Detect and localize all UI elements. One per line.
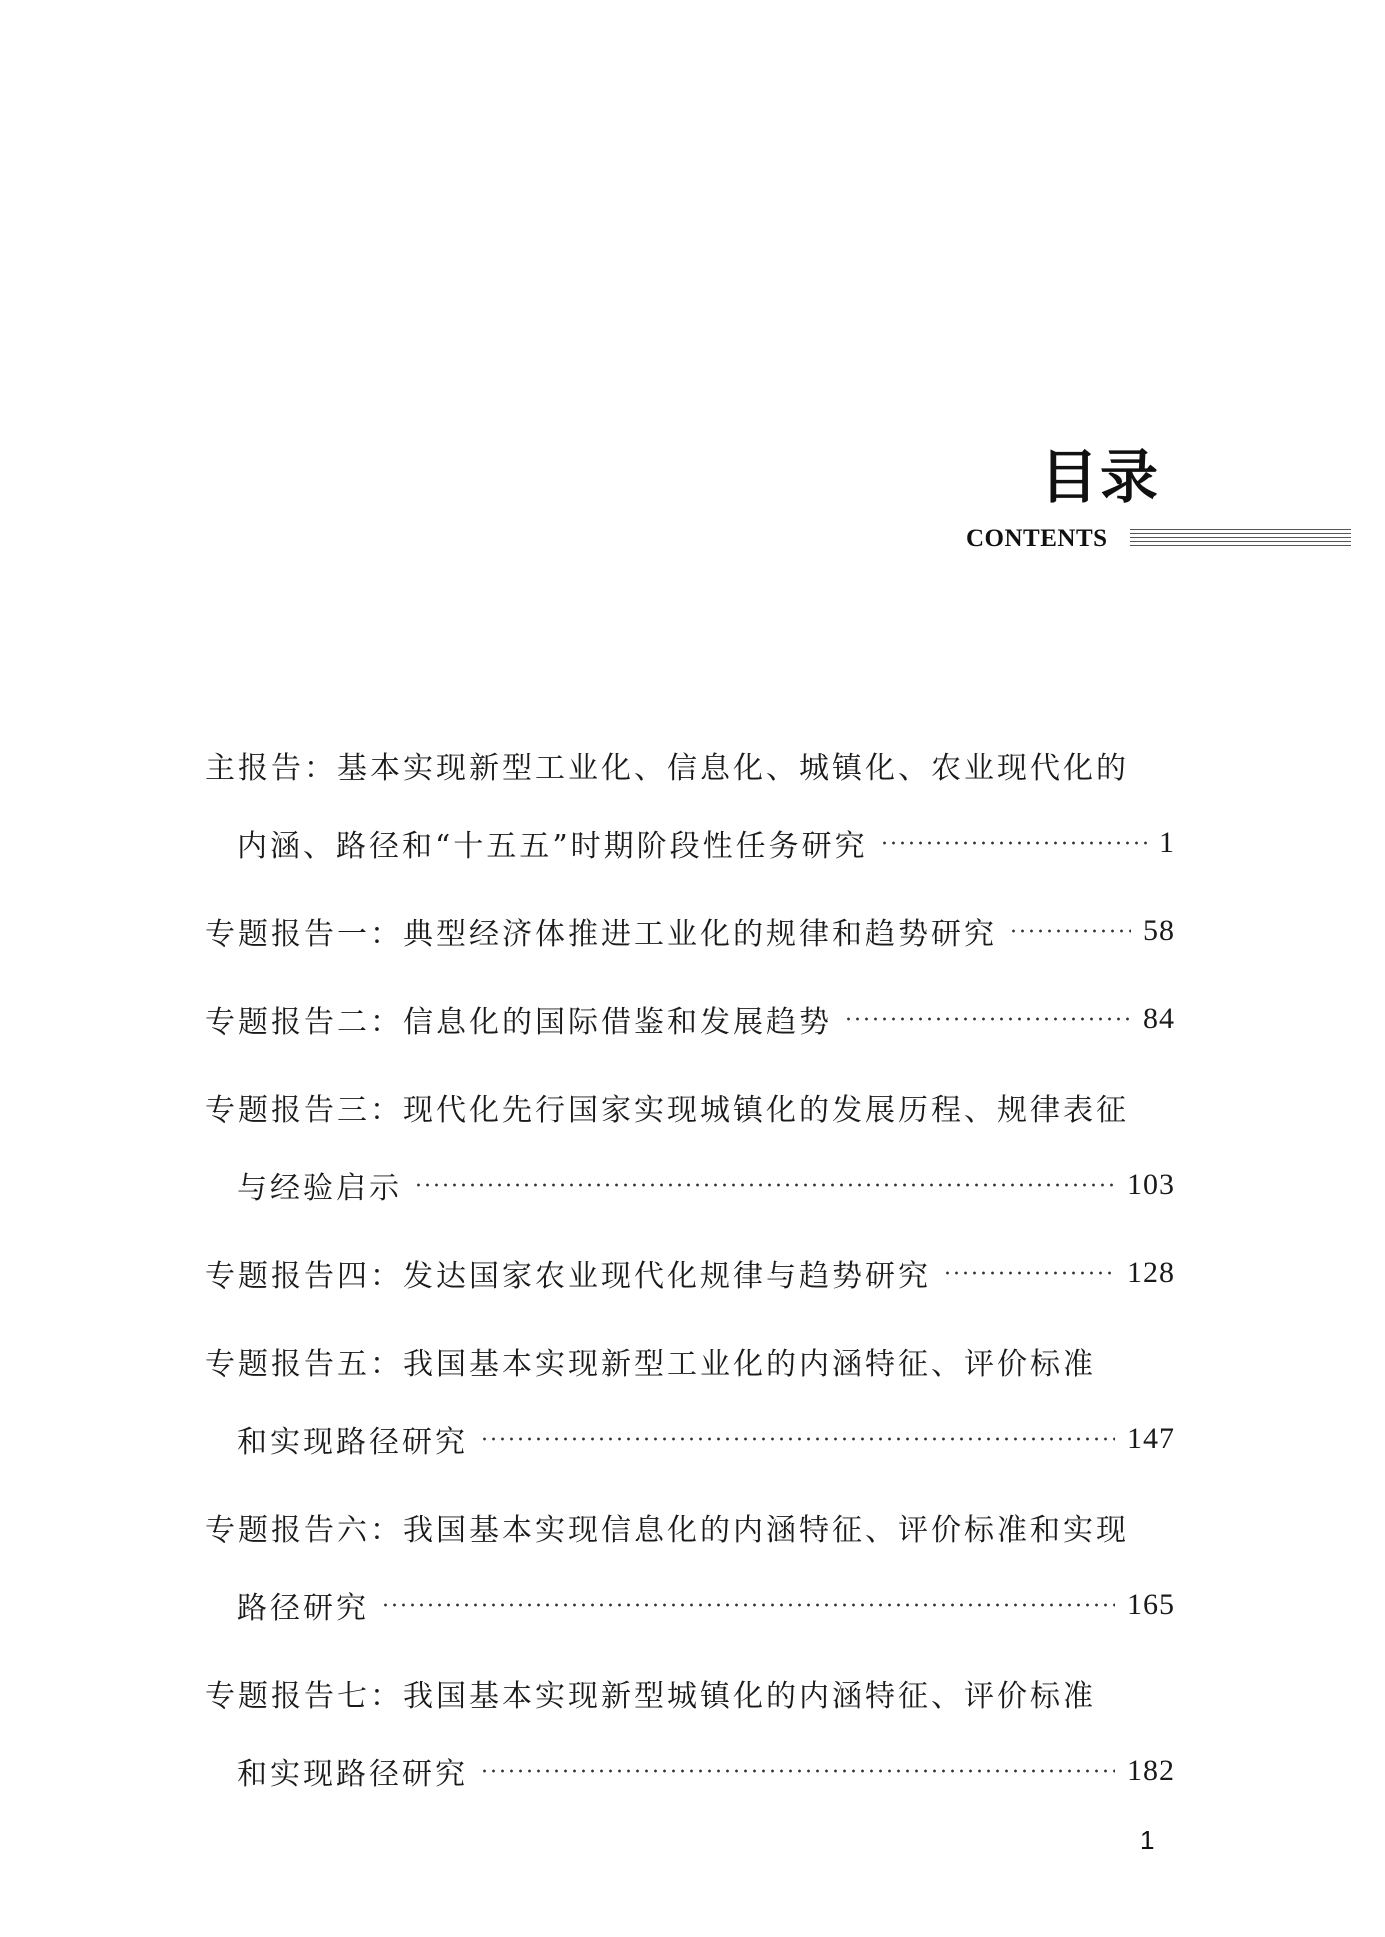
dot-leader xyxy=(480,1437,1115,1441)
toc-entry-line xyxy=(205,1400,1175,1478)
toc-entry-line xyxy=(205,1488,1175,1566)
dot-leader xyxy=(1009,929,1131,933)
toc-page-number: 182 xyxy=(1127,1754,1175,1787)
dot-leader xyxy=(943,1271,1115,1275)
dot-leader xyxy=(381,1603,1115,1607)
dot-leader xyxy=(480,1769,1115,1773)
toc-entry-line xyxy=(205,1068,1175,1146)
toc-entry-title: 专题报告二：信息化的国际借鉴和发展趋势 xyxy=(205,1005,832,1040)
toc-page-number: 103 xyxy=(1127,1168,1175,1201)
toc-entry-title-continued: 和实现路径研究 xyxy=(237,1425,468,1460)
toc-entry-title: 专题报告四：发达国家农业现代化规律与趋势研究 xyxy=(205,1259,931,1294)
decorative-rule-lines xyxy=(1130,529,1351,549)
toc-entry-line xyxy=(205,1654,1175,1732)
toc-entry-report-4[interactable] xyxy=(205,1234,1175,1312)
subtitle-row xyxy=(966,526,1385,552)
toc-entry-line xyxy=(205,804,1175,882)
dot-leader xyxy=(880,841,1147,845)
toc-entry-line xyxy=(205,726,1175,804)
toc-entry-line xyxy=(205,1732,1175,1810)
page-subtitle: CONTENTS xyxy=(966,525,1108,552)
page-number: 1 xyxy=(1140,1825,1155,1855)
toc-entry-title-continued: 与经验启示 xyxy=(237,1171,402,1206)
toc-entry-title: 专题报告三：现代化先行国家实现城镇化的发展历程、规律表征 xyxy=(205,1093,1129,1128)
toc-entry-title: 专题报告一：典型经济体推进工业化的规律和趋势研究 xyxy=(205,917,997,952)
toc-entry-line xyxy=(205,892,1175,970)
toc-page-number: 58 xyxy=(1143,914,1175,947)
toc-entry-title-continued: 和实现路径研究 xyxy=(237,1757,468,1792)
toc-entry-report-5[interactable] xyxy=(205,1322,1175,1478)
toc-page-number: 1 xyxy=(1159,826,1175,859)
toc-entry-report-1[interactable] xyxy=(205,892,1175,970)
toc-page-number: 84 xyxy=(1143,1002,1175,1035)
toc-entry-report-7[interactable] xyxy=(205,1654,1175,1810)
toc-entry-title: 主报告：基本实现新型工业化、信息化、城镇化、农业现代化的 xyxy=(205,751,1129,786)
toc-entry-line xyxy=(205,1234,1175,1312)
toc-entry-title-continued: 内涵、路径和“十五五”时期阶段性任务研究 xyxy=(237,829,868,864)
toc-entry-line xyxy=(205,1566,1175,1644)
toc-entry-title: 专题报告七：我国基本实现新型城镇化的内涵特征、评价标准 xyxy=(205,1679,1096,1714)
toc-entry-line xyxy=(205,1322,1175,1400)
toc-entry-report-2[interactable] xyxy=(205,980,1175,1058)
toc-entry-report-3[interactable] xyxy=(205,1068,1175,1224)
dot-leader xyxy=(414,1183,1115,1187)
table-of-contents xyxy=(205,726,1175,1810)
toc-entry-title: 专题报告五：我国基本实现新型工业化的内涵特征、评价标准 xyxy=(205,1347,1096,1382)
toc-entry-title: 专题报告六：我国基本实现信息化的内涵特征、评价标准和实现 xyxy=(205,1513,1129,1548)
toc-entry-report-6[interactable] xyxy=(205,1488,1175,1644)
toc-page-number: 165 xyxy=(1127,1588,1175,1621)
toc-entry-line xyxy=(205,980,1175,1058)
dot-leader xyxy=(844,1017,1131,1021)
toc-entry-main-report[interactable] xyxy=(205,726,1175,882)
toc-page-number: 128 xyxy=(1127,1256,1175,1289)
toc-page-number: 147 xyxy=(1127,1422,1175,1455)
toc-entry-line xyxy=(205,1146,1175,1224)
toc-entry-title-continued: 路径研究 xyxy=(237,1591,369,1626)
page-title: 目录 xyxy=(1039,443,1160,511)
